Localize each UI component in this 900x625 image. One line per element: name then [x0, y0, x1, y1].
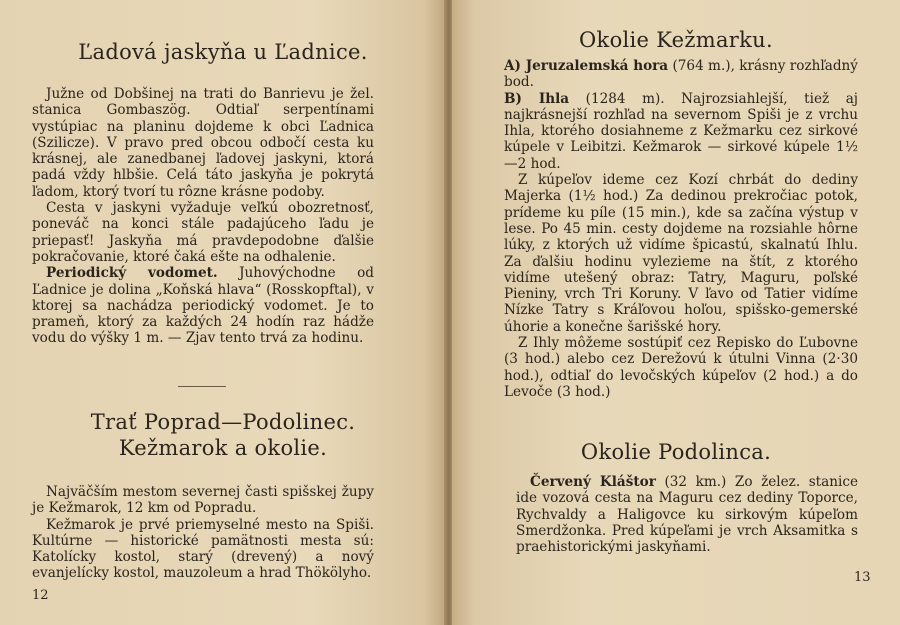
jeruzalemska-hora-title: A) Jeruzalemská hora [504, 58, 669, 74]
page-number-right: 13 [854, 570, 871, 585]
ihla-title: B) Ihla [504, 90, 570, 107]
vodomet-title: Periodický vodomet. [46, 265, 218, 282]
item-ihla [504, 91, 858, 172]
cerveny-klastor-title: Červený Kláštor [530, 474, 656, 490]
paragraph-kezmarok-city: Najväčším mestom severnej časti spišskej župy je Kežmarok, 12 km od Popradu. [32, 484, 374, 517]
paragraph-kezmarok-pamiatky: Kežmarok je prvé priemyselné mesto na Spiši. Kultúrne — historické pamätnosti mesta sú: Katolícky kostol, starý (drevený) a nový evanjelícky kostol, mauzoleum a hrad Thökölyho. [32, 516, 374, 582]
right-text-block-2 [516, 474, 858, 555]
paragraph-vodomet [32, 265, 374, 346]
heading-kezmarok-okolie: Kežmarok a okolie. [118, 436, 328, 460]
heading-trat-poprad: Trať Poprad—Podolinec. [90, 410, 356, 434]
heading-ladova-jaskyna: Ľadová jaskyňa u Ľadnice. [78, 40, 368, 64]
cerveny-klastor-text: (32 km.) Zo želez. stanice ide vozová cesta na Maguru cez dediny Toporce, Rychvaldy a Haligovce ku sirkovým kúpeľom Smerdžonka. Pred kúpeľami je vrch Aksamitka s praehistorickými jaskyňami. [516, 474, 859, 556]
right-text-block-1 [504, 58, 858, 400]
paragraph-cerveny-klastor [516, 474, 858, 555]
left-page [0, 0, 446, 625]
heading-okolie-kezmarku: Okolie Kežmarku. [579, 28, 773, 52]
paragraph-cesta: Cesta v jaskyni vyžaduje veľkú obozretnosť, poneváč na konci stále padajúceho ľadu je priepasť! Jaskyňa má pravdepodobne ďalšie pokračovanie, ktoré čaká ešte na odhalenie. [32, 200, 374, 265]
section-divider [178, 386, 226, 387]
jeruzalemska-hora-text: (764 m.), krásny rozhľadný bod. [504, 58, 858, 91]
right-page [452, 0, 900, 625]
paragraph-kupele-ihla: Z kúpeľov ideme cez Kozí chrbát do dediny Majerka (1½ hod.) Za dedinou prekročiac potok, prídeme ku píle (15 min.), kde sa začína výstup v lese. Po 45 min. cesty dojdeme na rozsiahle hôrne lúky, z ktorých už vidíme špicastú, skalnatú Ihlu. Za ďalšiu hodinu vylezieme na štít, z ktorého vidíme utešený obraz: Tatry, Maguru, poľské Pieniny, vrch Tri Koruny. V ľavo od Tatier vidíme Nízke Tatry s Kráľovou hoľou, spišsko-gemerské úhorie a konečne šarišské hory. [504, 172, 858, 335]
heading-okolie-podolinca: Okolie Podolinca. [580, 440, 772, 464]
page-number-left: 12 [32, 588, 49, 603]
ihla-text: (1284 m). Najrozsiahlejší, tiež aj najkrásnejší rozhľad na severnom Spiši je z vrchu Ihla, ktorého dosiahneme z Kežmarku cez sirkové kúpele v Leibitzi. Kežmarok — sirkové kúpele 1½ —2 hod. [504, 90, 859, 172]
left-text-block-2 [32, 484, 374, 582]
paragraph-dobsina: Južne od Dobšinej na trati do Banrievu je žel. stanica Gombaszög. Odtiaľ serpentínami vystúpiac na planinu dojdeme k obci Ľadnica (Szilicze). V pravo pred obcou odbočí cesta ku krásnej, ale zanedbanej ľadovej jaskyni, ktorá padá vždy hlbšie. Celá táto jaskyňa je pokrytá ľadom, ktorý tvorí tu rôzne krásne podoby. [32, 86, 374, 200]
left-text-block-1 [32, 86, 374, 347]
item-jeruzalemska-hora [504, 58, 858, 91]
vodomet-text: Juhovýchodne od Ľadnice je dolina „Koňská hlava“ (Rosskopftal), v ktorej sa nachádza periodický vodomet. Je to prameň, ktorý za každých 24 hodín raz hádže vodu do výšky 1 m. — Zjav tento trvá za hodinu. [32, 265, 374, 347]
paragraph-zostup: Z Ihly môžeme sostúpiť cez Repisko do Ľubovne (3 hod.) alebo cez Derežovú k útulni Vinna (2·30 hod.), odtiaľ do levočských kúpeľov (2 hod.) a do Levoče (3 hod.) [504, 335, 858, 400]
